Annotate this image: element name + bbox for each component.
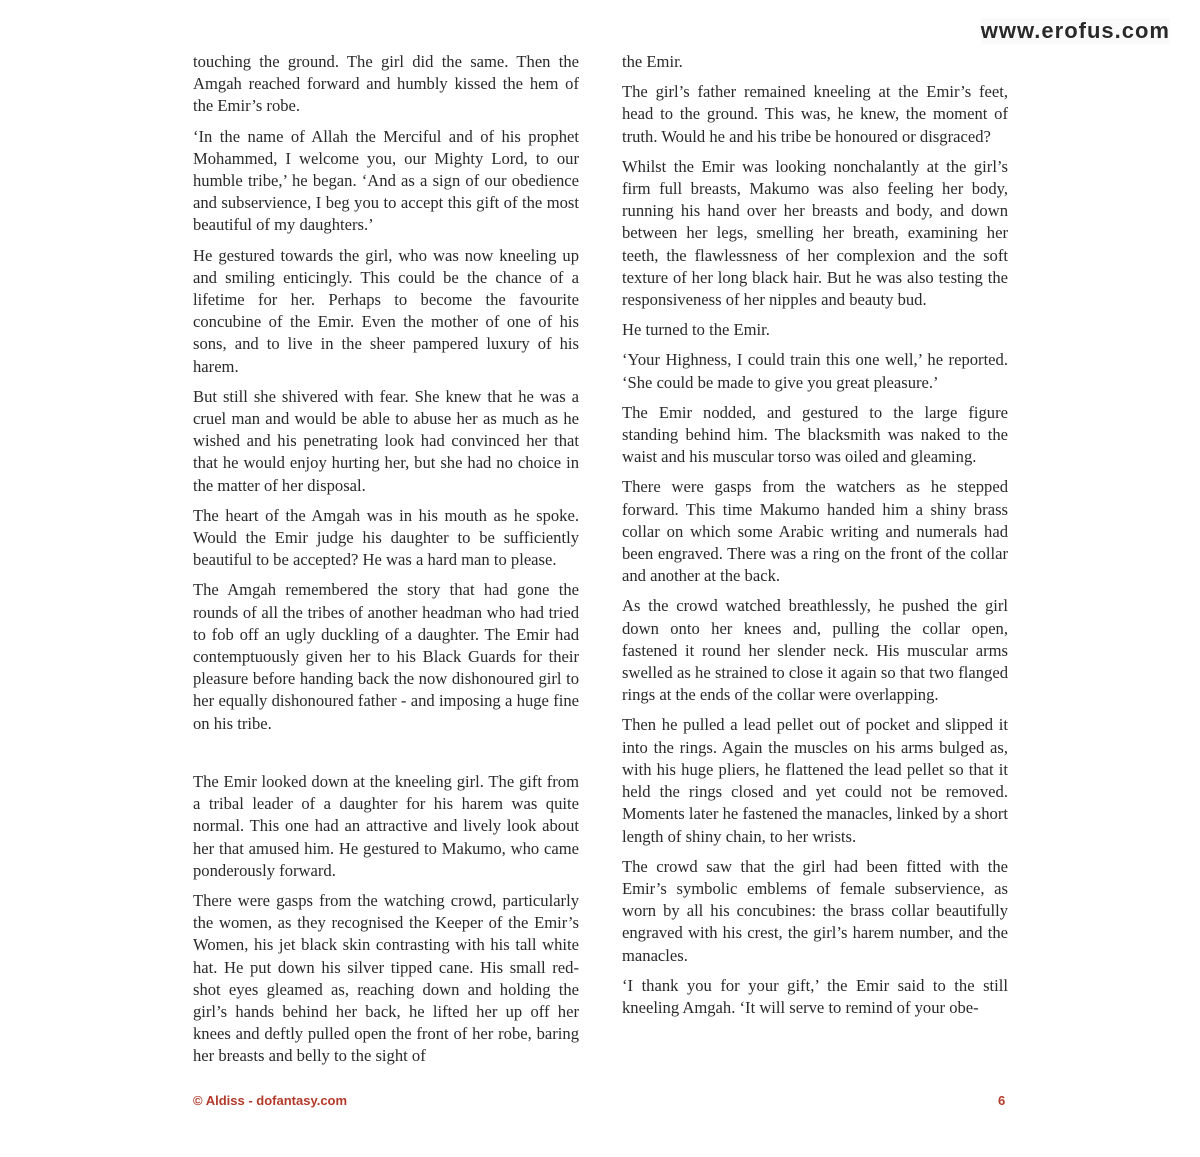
paragraph: He turned to the Emir. (622, 320, 770, 340)
paragraph: He gestured towards the girl, who was now kneeling up and smiling enticingly. This could be the chance of a lifetime for her. Perhaps to become the favourite concubine of the Emir. Even the mother of one of his sons, and to live in the sheer pampered luxury of his harem. (193, 245, 579, 376)
paragraph: Then he pulled a lead pellet out of pocket and slipped it into the rings. Again the muscles on his arms bulged as, with his huge pliers, he flattened the lead pellet so that it held the rings closed and yet could not be removed. Moments later he fastened the manacles, linked by a short length of shiny chain, to her wrists. (622, 715, 1008, 846)
paragraph: The Emir looked down at the kneeling girl. The gift from a tribal leader of a daughter for his harem was quite normal. This one had an attractive and lively look about her that amused him. He gestured to Makumo, who came ponderously forward. (193, 771, 579, 880)
paragraph: There were gasps from the watching crowd, particularly the women, as they recognised the Keeper of the Emir’s Women, his jet black skin contrasting with his tall white hat. He put down his silver tipped cane. His small red-shot eyes gleamed as, reaching down and holding the girl’s hands behind her back, he lifted her up off her knees and deftly pulled open the front of her robe, baring her breasts and belly to the sight of (193, 890, 579, 1066)
paragraph: Whilst the Emir was looking nonchalantly at the girl’s firm full breasts, Makumo was also feeling her body, running his hand over her breasts and body, and down between her legs, smelling her breath, examining her teeth, the flawlessness of her complexion and the soft texture of her long black hair. But he was also testing the responsiveness of her nipples and beauty bud. (622, 156, 1008, 310)
paragraph: The girl’s father remained kneeling at the Emir’s feet, head to the ground. This was, he knew, the moment of truth. Would he and his tribe be honoured or disgraced? (622, 82, 1008, 146)
paragraph: touching the ground. The girl did the same. Then the Amgah reached forward and humbly kissed the hem of the Emir’s robe. (193, 52, 579, 116)
paragraph: ‘Your Highness, I could train this one well,’ he reported. ‘She could be made to give you great pleasure.’ (622, 350, 1008, 392)
copyright-footer: © Aldiss - dofantasy.com (193, 1093, 348, 1108)
paragraph: The Emir nodded, and gestured to the large figure standing behind him. The blacksmith was naked to the waist and his muscular torso was oiled and gleaming. (622, 402, 1008, 467)
page-number: 6 (998, 1093, 1006, 1108)
paragraph: The heart of the Amgah was in his mouth as he spoke. Would the Emir judge his daughter to be sufficiently beautiful to be accepted? He was a hard man to please. (193, 505, 579, 570)
left-column (193, 51, 579, 1076)
paragraph: The crowd saw that the girl had been fitted with the Emir’s symbolic emblems of female subservience, as worn by all his concubines: the brass collar beautifully engraved with his crest, the girl’s harem number, and the manacles. (622, 856, 1008, 965)
paragraph: the Emir. (622, 52, 683, 71)
right-column (622, 51, 1008, 1027)
paragraph: As the crowd watched breathlessly, he pushed the girl down onto her knees and, pulling the collar open, fastened it round her slender neck. His muscular arms swelled as he strained to close it again so that two flanged rings at the ends of the collar were overlapping. (622, 596, 1008, 705)
paragraph: There were gasps from the watchers as he stepped forward. This time Makumo handed him a shiny brass collar on which some Arabic writing and numerals had been engraved. There was a ring on the front of the collar and another at the back. (622, 477, 1008, 586)
paragraph: ‘In the name of Allah the Merciful and of his prophet Mohammed, I welcome you, our Mighty Lord, to our humble tribe,’ he began. ‘And as a sign of our obedience and subservience, I beg you to accept this gift of the most beautiful of my daughters.’ (193, 126, 579, 235)
paragraph: But still she shivered with fear. She knew that he was a cruel man and would be able to abuse her as much as he wished and his penetrating look had convinced her that that he would enjoy hurting her, but she had no choice in the matter of her disposal. (193, 386, 579, 495)
watermark: www.erofus.com (980, 18, 1170, 43)
paragraph: ‘I thank you for your gift,’ the Emir said to the still kneeling Amgah. ‘It will serve to remind of your obe- (622, 975, 1008, 1017)
paragraph: The Amgah remembered the story that had gone the rounds of all the tribes of another headman who had tried to fob off an ugly duckling of a daughter. The Emir had contemptuously given her to his Black Guards for their pleasure before handing back the now dishonoured girl to her equally dishonoured father - and imposing a huge fine on his tribe. (193, 580, 579, 733)
